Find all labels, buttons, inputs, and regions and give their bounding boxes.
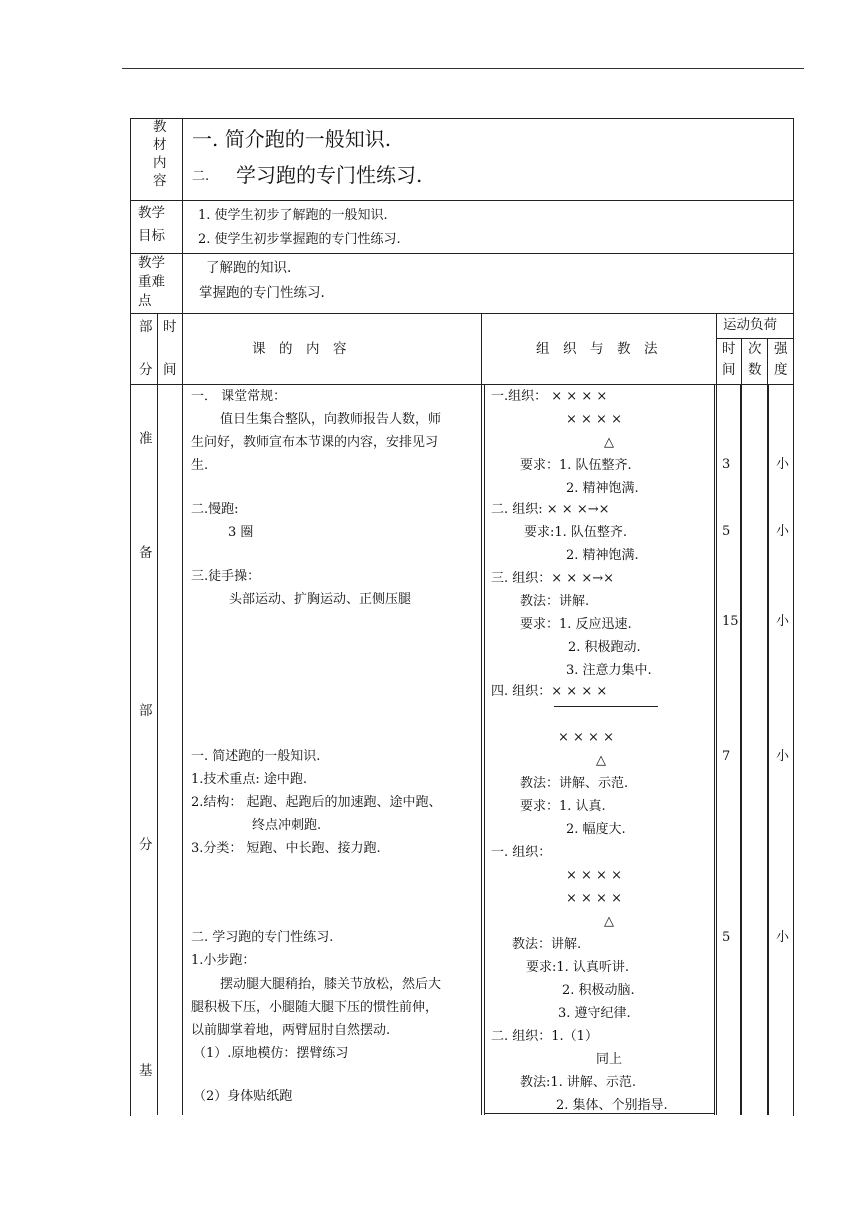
method-line: 二. 组织：1.（1） bbox=[491, 1029, 598, 1044]
content-line: 腿积极下压，小腿随大腿下压的惯性前伸， bbox=[191, 1000, 439, 1015]
content-line: 三.徒手操： bbox=[191, 569, 261, 584]
section-label-char: 分 bbox=[139, 837, 153, 853]
content-line: 值日生集合整队，向教师报告人数，师 bbox=[220, 412, 442, 427]
method-inner-border bbox=[484, 384, 485, 1115]
method-line: 3. 遵守纪律. bbox=[558, 1006, 631, 1021]
content-line: 2.结构： 起跑、起跑后的加速跑、途中跑、 bbox=[191, 795, 442, 810]
method-line: 2. 幅度大. bbox=[566, 822, 626, 837]
content-line: 3.分类： 短跑、中长跑、接力跑. bbox=[191, 841, 381, 856]
content-line: （2）身体贴纸跑 bbox=[193, 1089, 293, 1104]
method-line: 2. 积极动脑. bbox=[562, 983, 635, 998]
content-line: 一. 简述跑的一般知识. bbox=[191, 749, 321, 764]
load-intensity: 小 bbox=[776, 930, 790, 945]
method-line: 二. 组织: × × ×→× bbox=[491, 502, 610, 517]
method-line: 教法：讲解. bbox=[520, 594, 590, 609]
content-line: 1.技术重点: 途中跑. bbox=[191, 772, 308, 787]
keypoints-label: 教学 重难 点 bbox=[138, 255, 165, 309]
header-part-1: 部 bbox=[139, 319, 153, 335]
goal-item: 2. 使学生初步掌握跑的专门性练习. bbox=[198, 232, 401, 247]
load-inner-border bbox=[740, 384, 741, 1115]
method-line: 三. 组织：× × ×→× bbox=[491, 571, 614, 586]
method-inner-border bbox=[714, 384, 715, 1115]
row-divider bbox=[130, 200, 794, 201]
time-column-divider bbox=[182, 313, 183, 1115]
header-content: 课 的 内 容 bbox=[252, 341, 347, 357]
content-line: 3 圈 bbox=[228, 525, 254, 540]
goals-label: 教学 目标 bbox=[138, 205, 165, 244]
method-line: △ bbox=[604, 914, 614, 929]
row-divider bbox=[130, 253, 794, 254]
materials-line-2: 学习跑的专门性练习. bbox=[236, 163, 423, 187]
load-time: 7 bbox=[722, 749, 731, 764]
content-line: （1）.原地模仿：摆臂练习 bbox=[193, 1046, 349, 1061]
method-line: 一. 组织： bbox=[491, 845, 552, 860]
method-line: 2. 精神饱满. bbox=[566, 548, 639, 563]
method-line: 要求：1. 反应迅速. bbox=[520, 617, 632, 632]
keypoint-item: 掌握跑的专门性练习. bbox=[199, 285, 325, 301]
method-line: 2. 积极跑动. bbox=[568, 640, 641, 655]
header-part-2: 分 bbox=[139, 362, 153, 378]
content-line: 1.小步跑： bbox=[191, 953, 256, 968]
content-line: 二.慢跑: bbox=[191, 502, 239, 517]
goal-item: 1. 使学生初步了解跑的一般知识. bbox=[198, 208, 388, 223]
content-line: 二. 学习跑的专门性练习. bbox=[191, 930, 334, 945]
content-line: 摆动腿大腿稍抬，膝关节放松，然后大 bbox=[220, 977, 442, 992]
row-divider bbox=[130, 313, 794, 314]
header-load: 运动负荷 bbox=[723, 317, 777, 333]
method-line: 教法：讲解、示范. bbox=[520, 776, 629, 791]
method-line: 2. 集体、个别指导. bbox=[556, 1098, 668, 1113]
method-line: × × × × bbox=[566, 868, 622, 883]
content-line: 一． 课堂常规： bbox=[191, 389, 287, 404]
content-line: 生问好，教师宣布本节课的内容，安排见习 bbox=[191, 435, 439, 450]
method-line: 同上 bbox=[596, 1052, 623, 1067]
label-column-divider bbox=[182, 118, 183, 314]
method-column-divider bbox=[716, 313, 717, 1115]
header-load-count: 次 数 bbox=[748, 341, 762, 378]
method-line: 教法:1. 讲解、示范. bbox=[520, 1075, 637, 1090]
header-load-time: 时 间 bbox=[722, 341, 736, 378]
section-label-char: 备 bbox=[139, 545, 153, 561]
method-line: × × × × bbox=[566, 412, 622, 427]
load-intensity: 小 bbox=[776, 614, 790, 629]
load-time: 15 bbox=[722, 614, 739, 629]
part-column-divider bbox=[157, 313, 158, 1115]
method-line: 要求：1. 队伍整齐. bbox=[520, 458, 632, 473]
load-inner-border bbox=[768, 384, 769, 1115]
content-column-divider bbox=[481, 313, 482, 1115]
load-time: 3 bbox=[722, 457, 731, 472]
method-line: 一.组织： × × × × bbox=[491, 389, 608, 404]
materials-label: 教 材 内 容 bbox=[153, 119, 167, 189]
page-header-rule bbox=[122, 68, 804, 69]
load-time: 5 bbox=[722, 524, 731, 539]
content-line: 生. bbox=[191, 458, 209, 473]
keypoint-item: 了解跑的知识. bbox=[206, 260, 292, 276]
header-load-intensity: 强 度 bbox=[774, 341, 788, 378]
method-line: △ bbox=[604, 435, 614, 450]
method-line: 2. 精神饱满. bbox=[566, 481, 639, 496]
method-line: 要求：1. 认真. bbox=[520, 799, 606, 814]
load-time: 5 bbox=[722, 930, 731, 945]
method-line: 3. 注意力集中. bbox=[566, 663, 652, 678]
method-line: 要求:1. 队伍整齐. bbox=[524, 525, 628, 540]
materials-line-2-number: 二. bbox=[192, 169, 210, 184]
method-line: 四. 组织：× × × × bbox=[491, 684, 608, 699]
method-line: 教法：讲解. bbox=[512, 937, 582, 952]
header-method: 组 织 与 教 法 bbox=[536, 341, 658, 357]
section-label-char: 准 bbox=[139, 431, 153, 447]
header-time-1: 时 bbox=[163, 319, 177, 335]
header-time-2: 间 bbox=[163, 362, 177, 378]
load-intensity: 小 bbox=[776, 749, 790, 764]
section-label-char: 部 bbox=[139, 703, 153, 719]
materials-line-1: 一. 简介跑的一般知识. bbox=[192, 127, 392, 151]
formation-line bbox=[554, 706, 658, 707]
method-line: × × × × bbox=[566, 891, 622, 906]
load-intensity: 小 bbox=[776, 524, 790, 539]
method-line: 要求:1. 认真听讲. bbox=[526, 960, 630, 975]
method-line: × × × × bbox=[558, 730, 614, 745]
section-label-char: 基 bbox=[139, 1063, 153, 1079]
method-line: △ bbox=[596, 753, 606, 768]
load-intensity: 小 bbox=[776, 457, 790, 472]
load-time-divider bbox=[741, 338, 742, 1115]
content-line: 终点冲刺跑. bbox=[252, 818, 322, 833]
content-line: 以前脚掌着地，两臂屈肘自然摆动. bbox=[191, 1023, 391, 1038]
content-line: 头部运动、扩胸运动、正侧压腿 bbox=[229, 592, 412, 607]
